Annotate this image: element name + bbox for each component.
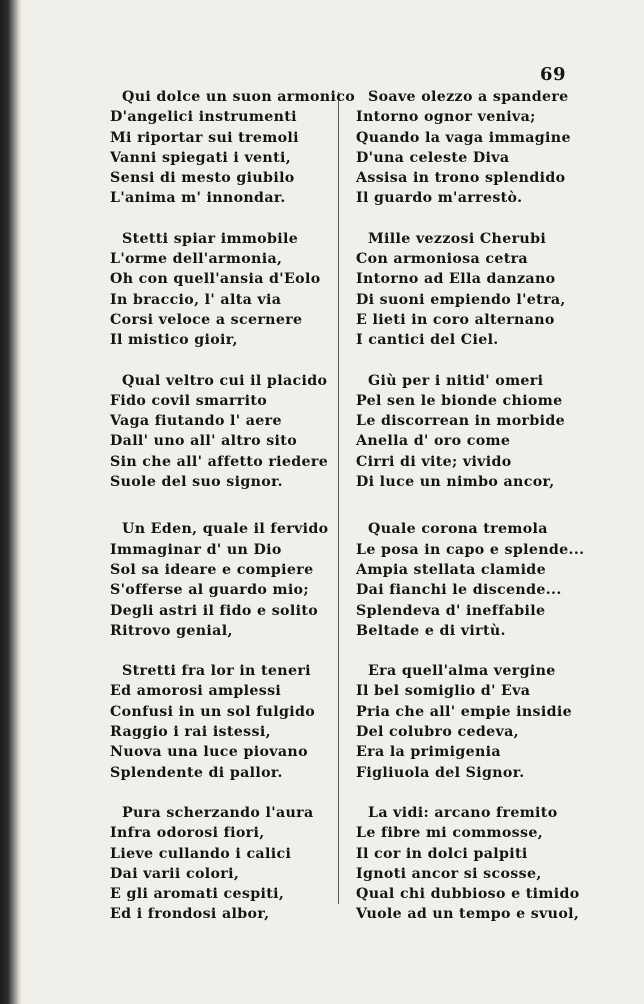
stanza [356, 371, 576, 493]
stanza [356, 519, 585, 641]
stanza [110, 803, 338, 925]
stanza-gap [110, 209, 338, 229]
verse-line: Corsi veloce a scernere [110, 311, 303, 328]
stanza-gap [356, 641, 576, 661]
verse-line: Pria che all' empie insidie [356, 703, 573, 720]
verse-line: Infra odorosi fiori, [110, 825, 265, 842]
verse-line: Sin che all' affetto riedere [110, 453, 329, 470]
verse-line: Mille vezzosi Cherubi [368, 230, 547, 247]
stanza-gap [110, 351, 338, 371]
verse-line: D'una celeste Diva [356, 149, 510, 166]
verse-line: Suole del suo signor. [110, 474, 283, 491]
stanza-gap [110, 641, 338, 661]
verse-line: Dai varii colori, [110, 865, 240, 882]
right-column [356, 87, 585, 925]
verse-line: Ignoti ancor si scosse, [356, 865, 542, 882]
verse-line: Soave olezzo a spandere [368, 89, 569, 105]
verse-line: Era la primigenia [356, 744, 501, 761]
verse-line: Del colubro cedeva, [356, 724, 519, 741]
left-column [110, 87, 356, 925]
verse-line: Figliuola del Signor. [356, 764, 525, 781]
stanza [110, 87, 356, 209]
stanza [110, 661, 338, 783]
stanza [110, 371, 338, 493]
verse-line: L'anima m' innondar. [110, 190, 286, 207]
verse-line: La vidi: arcano fremito [368, 804, 558, 821]
verse-line: Le posa in capo e splende... [356, 541, 585, 558]
verse-line: Sol sa ideare e compiere [110, 561, 314, 578]
verse-line: Il mistico gioir, [110, 332, 238, 349]
verse-line: Quale corona tremola [368, 521, 548, 538]
verse-line: Ed amorosi amplessi [110, 683, 282, 700]
verse-line: Anella d' oro come [356, 433, 511, 450]
verse-line: Qui dolce un suon armonico [122, 89, 356, 105]
verse-line: Ed i frondosi albor, [110, 906, 270, 923]
verse-line: Quando la vaga immagine [356, 129, 571, 146]
verse-line: Fido covil smarrito [110, 392, 268, 409]
verse-line: Beltade e di virtù. [356, 622, 506, 639]
stanza-gap [110, 492, 338, 519]
stanza [356, 229, 576, 351]
verse-line: Pel sen le bionde chiome [356, 392, 563, 409]
verse-line: Intorno ognor veniva; [356, 109, 536, 126]
verse-line: Oh con quell'ansia d'Eolo [110, 271, 321, 288]
verse-line: Cirri di vite; vivido [356, 453, 512, 470]
stanza [110, 229, 338, 351]
verse-line: Vanni spiegati i venti, [110, 149, 292, 166]
verse-line: Mi riportar sui tremoli [110, 129, 299, 146]
stanza-gap [356, 783, 576, 803]
verse-line: Era quell'alma vergine [368, 663, 556, 680]
verse-line: L'orme dell'armonia, [110, 251, 283, 268]
verse-line: Raggio i rai istessi, [110, 724, 271, 741]
verse-line: Sensi di mesto giubilo [110, 170, 295, 187]
stanza-gap [110, 783, 338, 803]
verse-line: Splendeva d' ineffabile [356, 602, 546, 619]
verse-line: Confusi in un sol fulgido [110, 703, 316, 720]
verse-line: Vuole ad un tempo e svuol, [356, 906, 580, 923]
verse-line: Lieve cullando i calici [110, 845, 292, 862]
column-divider [338, 92, 339, 904]
stanza [356, 87, 576, 209]
book-spine-shadow [0, 0, 22, 1004]
verse-line: Degli astri il fido e solito [110, 602, 319, 619]
verse-line: In braccio, l' alta via [110, 291, 282, 308]
verse-line: Assisa in trono splendido [356, 170, 566, 187]
page-number: 69 [540, 64, 567, 85]
verse-line: Di suoni empiendo l'etra, [356, 291, 566, 308]
stanza [356, 661, 576, 783]
verse-line: Immaginar d' un Dio [110, 541, 282, 558]
verse-line: Un Eden, quale il fervido [122, 521, 329, 538]
verse-line: Qual chi dubbioso e timido [356, 886, 580, 903]
verse-line: Il cor in dolci palpiti [356, 845, 528, 862]
verse-line: Dai fianchi le discende... [356, 582, 562, 599]
verse-line: Le discorrean in morbide [356, 413, 566, 430]
verse-line: Il bel somiglio d' Eva [356, 683, 531, 700]
verse-line: Il guardo m'arrestò. [356, 190, 523, 207]
verse-line: Di luce un nimbo ancor, [356, 474, 555, 491]
verse-line: Vaga fiutando l' aere [110, 413, 282, 430]
verse-line: Ritrovo genial, [110, 622, 233, 639]
verse-line: Stretti fra lor in teneri [122, 663, 311, 680]
stanza-gap [356, 492, 576, 519]
verse-line: Pura scherzando l'aura [122, 804, 314, 821]
verse-line: Stetti spiar immobile [122, 230, 299, 247]
verse-line: I cantici del Ciel. [356, 332, 499, 349]
stanza [356, 803, 580, 925]
verse-line: Nuova una luce piovano [110, 744, 308, 761]
stanza-gap [356, 209, 576, 229]
verse-line: Intorno ad Ella danzano [356, 271, 556, 288]
verse-line: Ampia stellata clamide [356, 561, 546, 578]
verse-line: S'offerse al guardo mio; [110, 582, 309, 599]
verse-line: Con armoniosa cetra [356, 251, 528, 268]
verse-line: Qual veltro cui il placido [122, 372, 328, 389]
stanza [110, 519, 338, 641]
verse-line: E gli aromati cespiti, [110, 886, 285, 903]
verse-line: E lieti in coro alternano [356, 311, 555, 328]
stanza-gap [356, 351, 576, 371]
verse-line: Giù per i nitid' omeri [368, 372, 544, 389]
verse-line: Splendente di pallor. [110, 764, 283, 781]
verse-line: Dall' uno all' altro sito [110, 433, 298, 450]
verse-line: D'angelici instrumenti [110, 109, 297, 126]
verse-line: Le fibre mi commosse, [356, 825, 544, 842]
